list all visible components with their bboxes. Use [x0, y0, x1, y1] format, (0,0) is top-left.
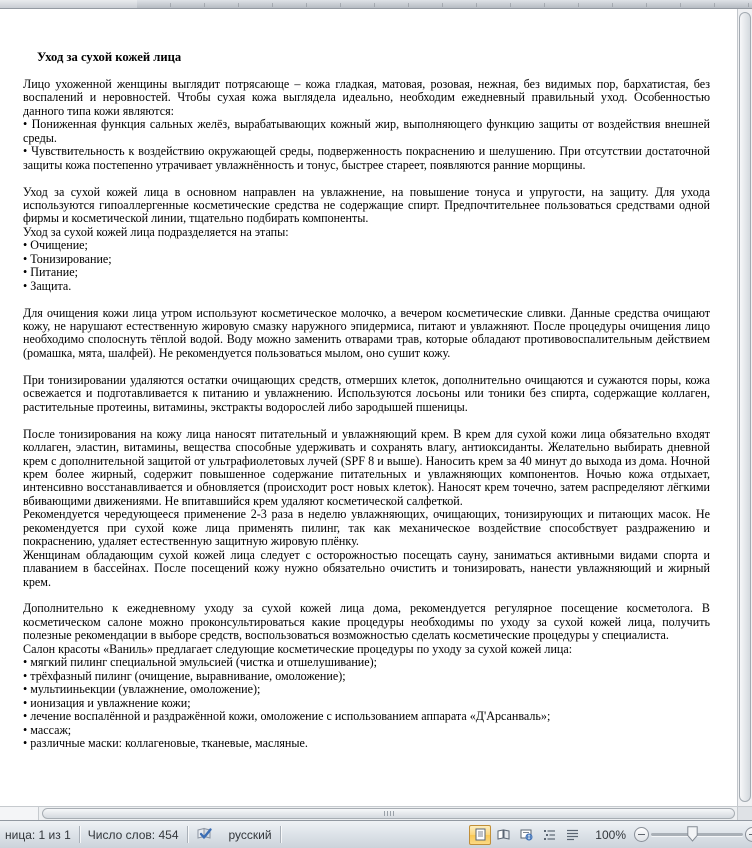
- horizontal-scrollbar-thumb[interactable]: [42, 808, 735, 819]
- document-paragraph: • Защита.: [23, 278, 72, 293]
- zoom-out-button[interactable]: [634, 827, 649, 842]
- horizontal-scrollbar[interactable]: [0, 806, 737, 820]
- scrollbar-corner: [737, 806, 752, 820]
- document-page[interactable]: [0, 9, 736, 806]
- document-paragraph: • трёхфазный пилинг (очищение, выравнивание, омоложение);: [23, 668, 346, 683]
- document-paragraph: • мягкий пилинг специальной эмульсией (чистка и отшелушивание);: [23, 655, 378, 670]
- document-paragraph: Лицо ухоженной женщины выглядит потрясающе – кожа гладкая, матовая, розовая, нежная, без видимых пор, бархатистая, без воспалений и неровностей. Чтобы сухая кожа выглядела идеально, необходим ежедневный правильный уход. Особенностью данного типа кожи являются:: [23, 76, 710, 118]
- word-count[interactable]: [83, 821, 184, 848]
- document-paragraph: • Тонизирование;: [23, 251, 112, 266]
- document-paragraph: • различные маски: коллагеновые, тканевые, масляные.: [23, 736, 308, 751]
- outline-view-button[interactable]: [538, 825, 560, 845]
- status-bar: [0, 820, 752, 848]
- language-label: русский: [228, 827, 272, 842]
- horizontal-scrollbar-left-box: [0, 807, 39, 820]
- document-paragraph: Уход за сухой кожей лица подразделяется на этапы:: [23, 224, 289, 239]
- document-content[interactable]: [0, 9, 736, 750]
- status-separator: [187, 826, 188, 843]
- proofing-status[interactable]: [191, 821, 219, 848]
- draft-view-button[interactable]: [561, 825, 583, 845]
- empty-line: [23, 172, 710, 185]
- page-indicator[interactable]: [0, 821, 76, 848]
- empty-line: [23, 360, 710, 373]
- document-paragraph: Для очищения кожи лица утром используют косметическое молочко, а вечером косметические сливки. Данные средства очищают кожу, не нарушают естественную жировую смазку наружного эпидермиса, питают и увлажняют. После процедуры очищения лицо необходимо сполоснуть тёплой водой. Воду можно заменить отварами трав, которые обладают противовоспалительным действием (ромашка, мята, шалфей). Не рекомендуется пользоваться мылом, оно сушит кожу.: [23, 305, 710, 360]
- status-separator: [79, 826, 80, 843]
- empty-line: [23, 414, 710, 427]
- document-paragraph: • Очищение;: [23, 238, 88, 253]
- scrollbar-grip-icon: [384, 811, 395, 816]
- horizontal-ruler: [0, 0, 752, 9]
- empty-line: [23, 589, 710, 602]
- document-title: Уход за сухой кожей лица: [37, 50, 182, 64]
- document-paragraph: • Питание;: [23, 265, 78, 280]
- document-paragraph: Дополнительно к ежедневному уходу за сухой кожей лица дома, рекомендуется регулярное посещение косметолога. В косметическом салоне можно проконсультироваться какие процедуры необходимы по уходу за сухой кожей лица, получить полезные рекомендации в выборе средств, воспользоваться возможностью сделать косметические процедуры у специалиста.: [23, 601, 710, 643]
- ruler-tick-marks: [137, 3, 752, 7]
- status-separator: [280, 826, 281, 843]
- empty-line: [23, 64, 710, 77]
- document-paragraph: • ионизация и увлажнение кожи;: [23, 695, 191, 710]
- document-paragraph: Уход за сухой кожей лица в основном направлен на увлажнение, на повышение тонуса и упругости, на защиту. Для ухода используются гипоаллергенные косметические средства не содержащие спирт. Предпочтительнее пользоваться средствами одной фирмы и косметической линии, тщательно подбирать компоненты.: [23, 184, 710, 226]
- document-paragraph: • лечение воспалённой и раздражённой кожи, омоложение с использованием аппарата «Д'Арсанваль»;: [23, 709, 551, 724]
- zoom-slider-track[interactable]: [651, 833, 743, 836]
- word-count-label: Число слов: 454: [87, 827, 179, 842]
- zoom-in-button[interactable]: [745, 827, 752, 842]
- document-paragraph: Рекомендуется чередующееся применение 2-3 раза в неделю увлажняющих, очищающих, тонизирующих и питающих масок. Не рекомендуется при сухой коже лица применять пилинг, так как механическое воздействие способствует раздражению и покраснению, удаляет естественную защитную жировую плёнку.: [23, 507, 710, 549]
- view-switcher: [469, 825, 587, 845]
- empty-line: [23, 293, 710, 306]
- web-layout-view-button[interactable]: [515, 825, 537, 845]
- document-paragraph: • массаж;: [23, 722, 72, 737]
- ruler-margin-segment: [0, 0, 137, 8]
- document-paragraph: Салон красоты «Ваниль» предлагает следующие косметические процедуры по уходу за сухой кожей лица:: [23, 641, 573, 656]
- full-screen-reading-view-button[interactable]: [492, 825, 514, 845]
- zoom-controls: [587, 827, 752, 842]
- page-indicator-label: ница: 1 из 1: [5, 827, 71, 842]
- language-indicator[interactable]: [219, 821, 277, 848]
- zoom-level-label[interactable]: 100%: [595, 827, 626, 842]
- vertical-scrollbar-thumb[interactable]: [739, 12, 751, 802]
- print-layout-view-button[interactable]: [469, 825, 491, 845]
- document-paragraph: Женщинам обладающим сухой кожей лица следует с осторожностью посещать сауну, заниматься активными видами спорта и плаванием в бассейнах. После посещений кожу нужно обязательно очистить и тонизировать, нанести увлажняющий и жирный крем.: [23, 547, 710, 589]
- spellcheck-book-icon: [196, 826, 214, 844]
- document-paragraph: • Пониженная функция сальных желёз, вырабатывающих кожный жир, выполняющего функцию защиты от воздействия внешней среды.: [23, 117, 710, 145]
- vertical-scrollbar[interactable]: [737, 9, 752, 806]
- document-paragraph: • мультииньекции (увлажнение, омоложение);: [23, 682, 261, 697]
- zoom-slider-handle[interactable]: [687, 826, 698, 845]
- document-paragraph: • Чувствительность к воздействию окружающей среды, подверженность покраснению и шелушению. При отсутствии достаточной защиты кожа постепенно утрачивает увлажнённость и тонус, быстрее стареет, появляются ранние морщины.: [23, 144, 710, 172]
- document-paragraph: При тонизировании удаляются остатки очищающих средств, отмерших клеток, дополнительно очищаются и сужаются поры, кожа освежается и подготавливается к питанию и увлажнению. Используются лосьоны или тоники без спирта, содержащие коллаген, растительные протеины, витамины, экстракты водорослей либо зародышей пшеницы.: [23, 372, 710, 414]
- document-paragraph: После тонизирования на кожу лица наносят питательный и увлажняющий крем. В крем для сухой кожи лица обязательно входят коллаген, эластин, витамины, вещества способные удерживать и сохранять влагу, антиоксиданты. Желательно выбирать дневной крем с дополнительной защитой от ультрафиолетовых лучей (SPF 8 и выше). Наносить крем за 40 минут до выхода из дома. Ночной крем более жирный, содержит повышенное содержание питательных и увлажняющих компонентов. Ночью кожа отдыхает, интенсивно восстанавливается и обновляется (происходит рост новых клеток). Наносят крем точечно, затем распределяют лёгкими вбивающими движениями. Не впитавшийся крем удаляют косметической салфеткой.: [23, 426, 710, 508]
